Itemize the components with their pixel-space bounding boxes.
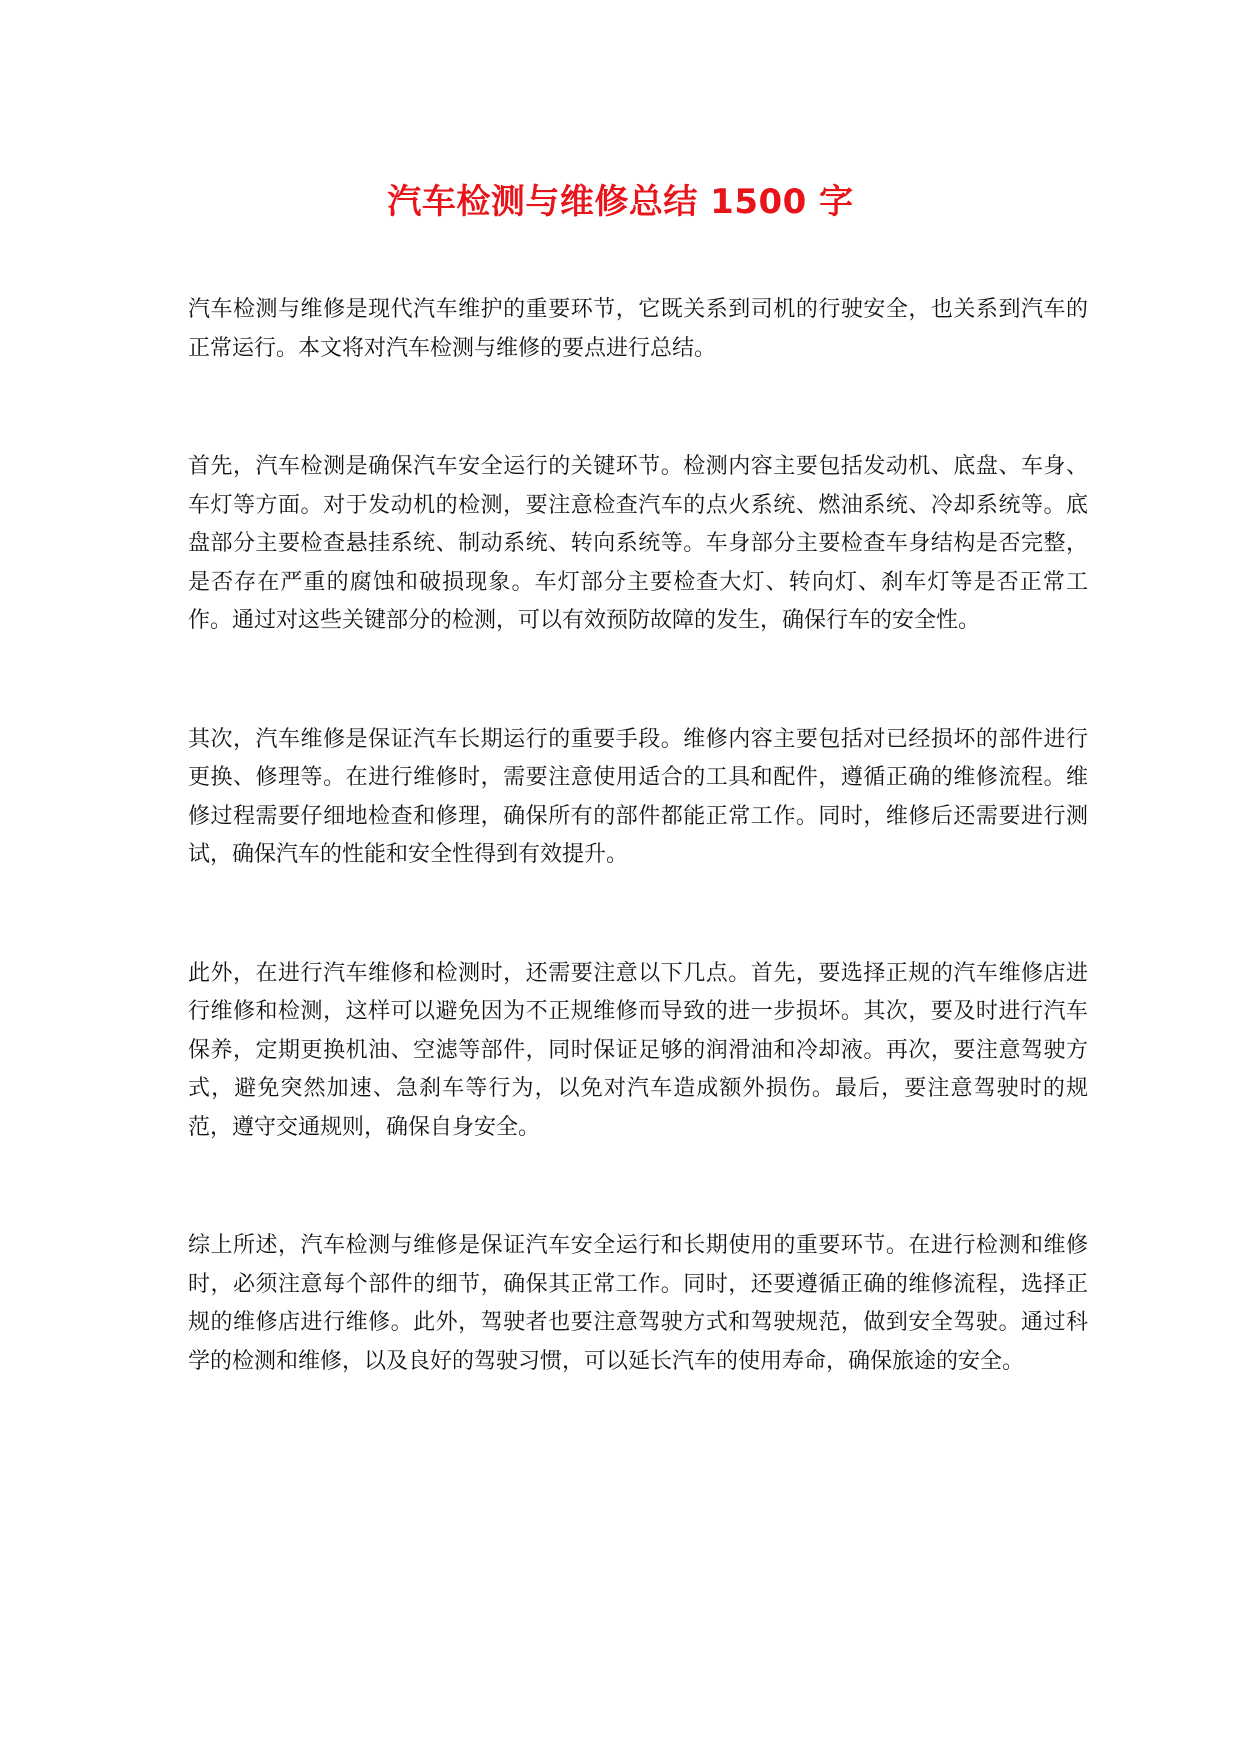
paragraph-inspection: 首先，汽车检测是确保汽车安全运行的关键环节。检测内容主要包括发动机、底盘、车身、车灯等方面。对于发动机的检测，要注意检查汽车的点火系统、燃油系统、冷却系统等。底盘部分主要检查悬挂系统、制动系统、转向系统等。车身部分主要检查车身结构是否完整，是否存在严重的腐蚀和破损现象。车灯部分主要检查大灯、转向灯、刹车灯等是否正常工作。通过对这些关键部分的检测，可以有效预防故障的发生，确保行车的安全性。 <box>188 454 1088 633</box>
paragraph-repair: 其次，汽车维修是保证汽车长期运行的重要手段。维修内容主要包括对已经损坏的部件进行更换、修理等。在进行维修时，需要注意使用适合的工具和配件，遵循正确的维修流程。维修过程需要仔细地检查和修理，确保所有的部件都能正常工作。同时，维修后还需要进行测试，确保汽车的性能和安全性得到有效提升。 <box>188 726 1088 867</box>
paragraph-conclusion: 综上所述，汽车检测与维修是保证汽车安全运行和长期使用的重要环节。在进行检测和维修时，必须注意每个部件的细节，确保其正常工作。同时，还要遵循正确的维修流程，选择正规的维修店进行维修。此外，驾驶者也要注意驾驶方式和驾驶规范，做到安全驾驶。通过科学的检测和维修，以及良好的驾驶习惯，可以延长汽车的使用寿命，确保旅途的安全。 <box>188 1233 1088 1374</box>
paragraph-notes: 此外，在进行汽车维修和检测时，还需要注意以下几点。首先，要选择正规的汽车维修店进行维修和检测，这样可以避免因为不正规维修而导致的进一步损坏。其次，要及时进行汽车保养，定期更换机油、空滤等部件，同时保证足够的润滑油和冷却液。再次，要注意驾驶方式，避免突然加速、急刹车等行为，以免对汽车造成额外损伤。最后，要注意驾驶时的规范，遵守交通规则，确保自身安全。 <box>188 960 1088 1140</box>
document-body <box>188 291 1088 1461</box>
paragraph-intro: 汽车检测与维修是现代汽车维护的重要环节，它既关系到司机的行驶安全，也关系到汽车的正常运行。本文将对汽车检测与维修的要点进行总结。 <box>188 297 1088 361</box>
document-title: 汽车检测与维修总结 1500 字 <box>387 182 854 222</box>
